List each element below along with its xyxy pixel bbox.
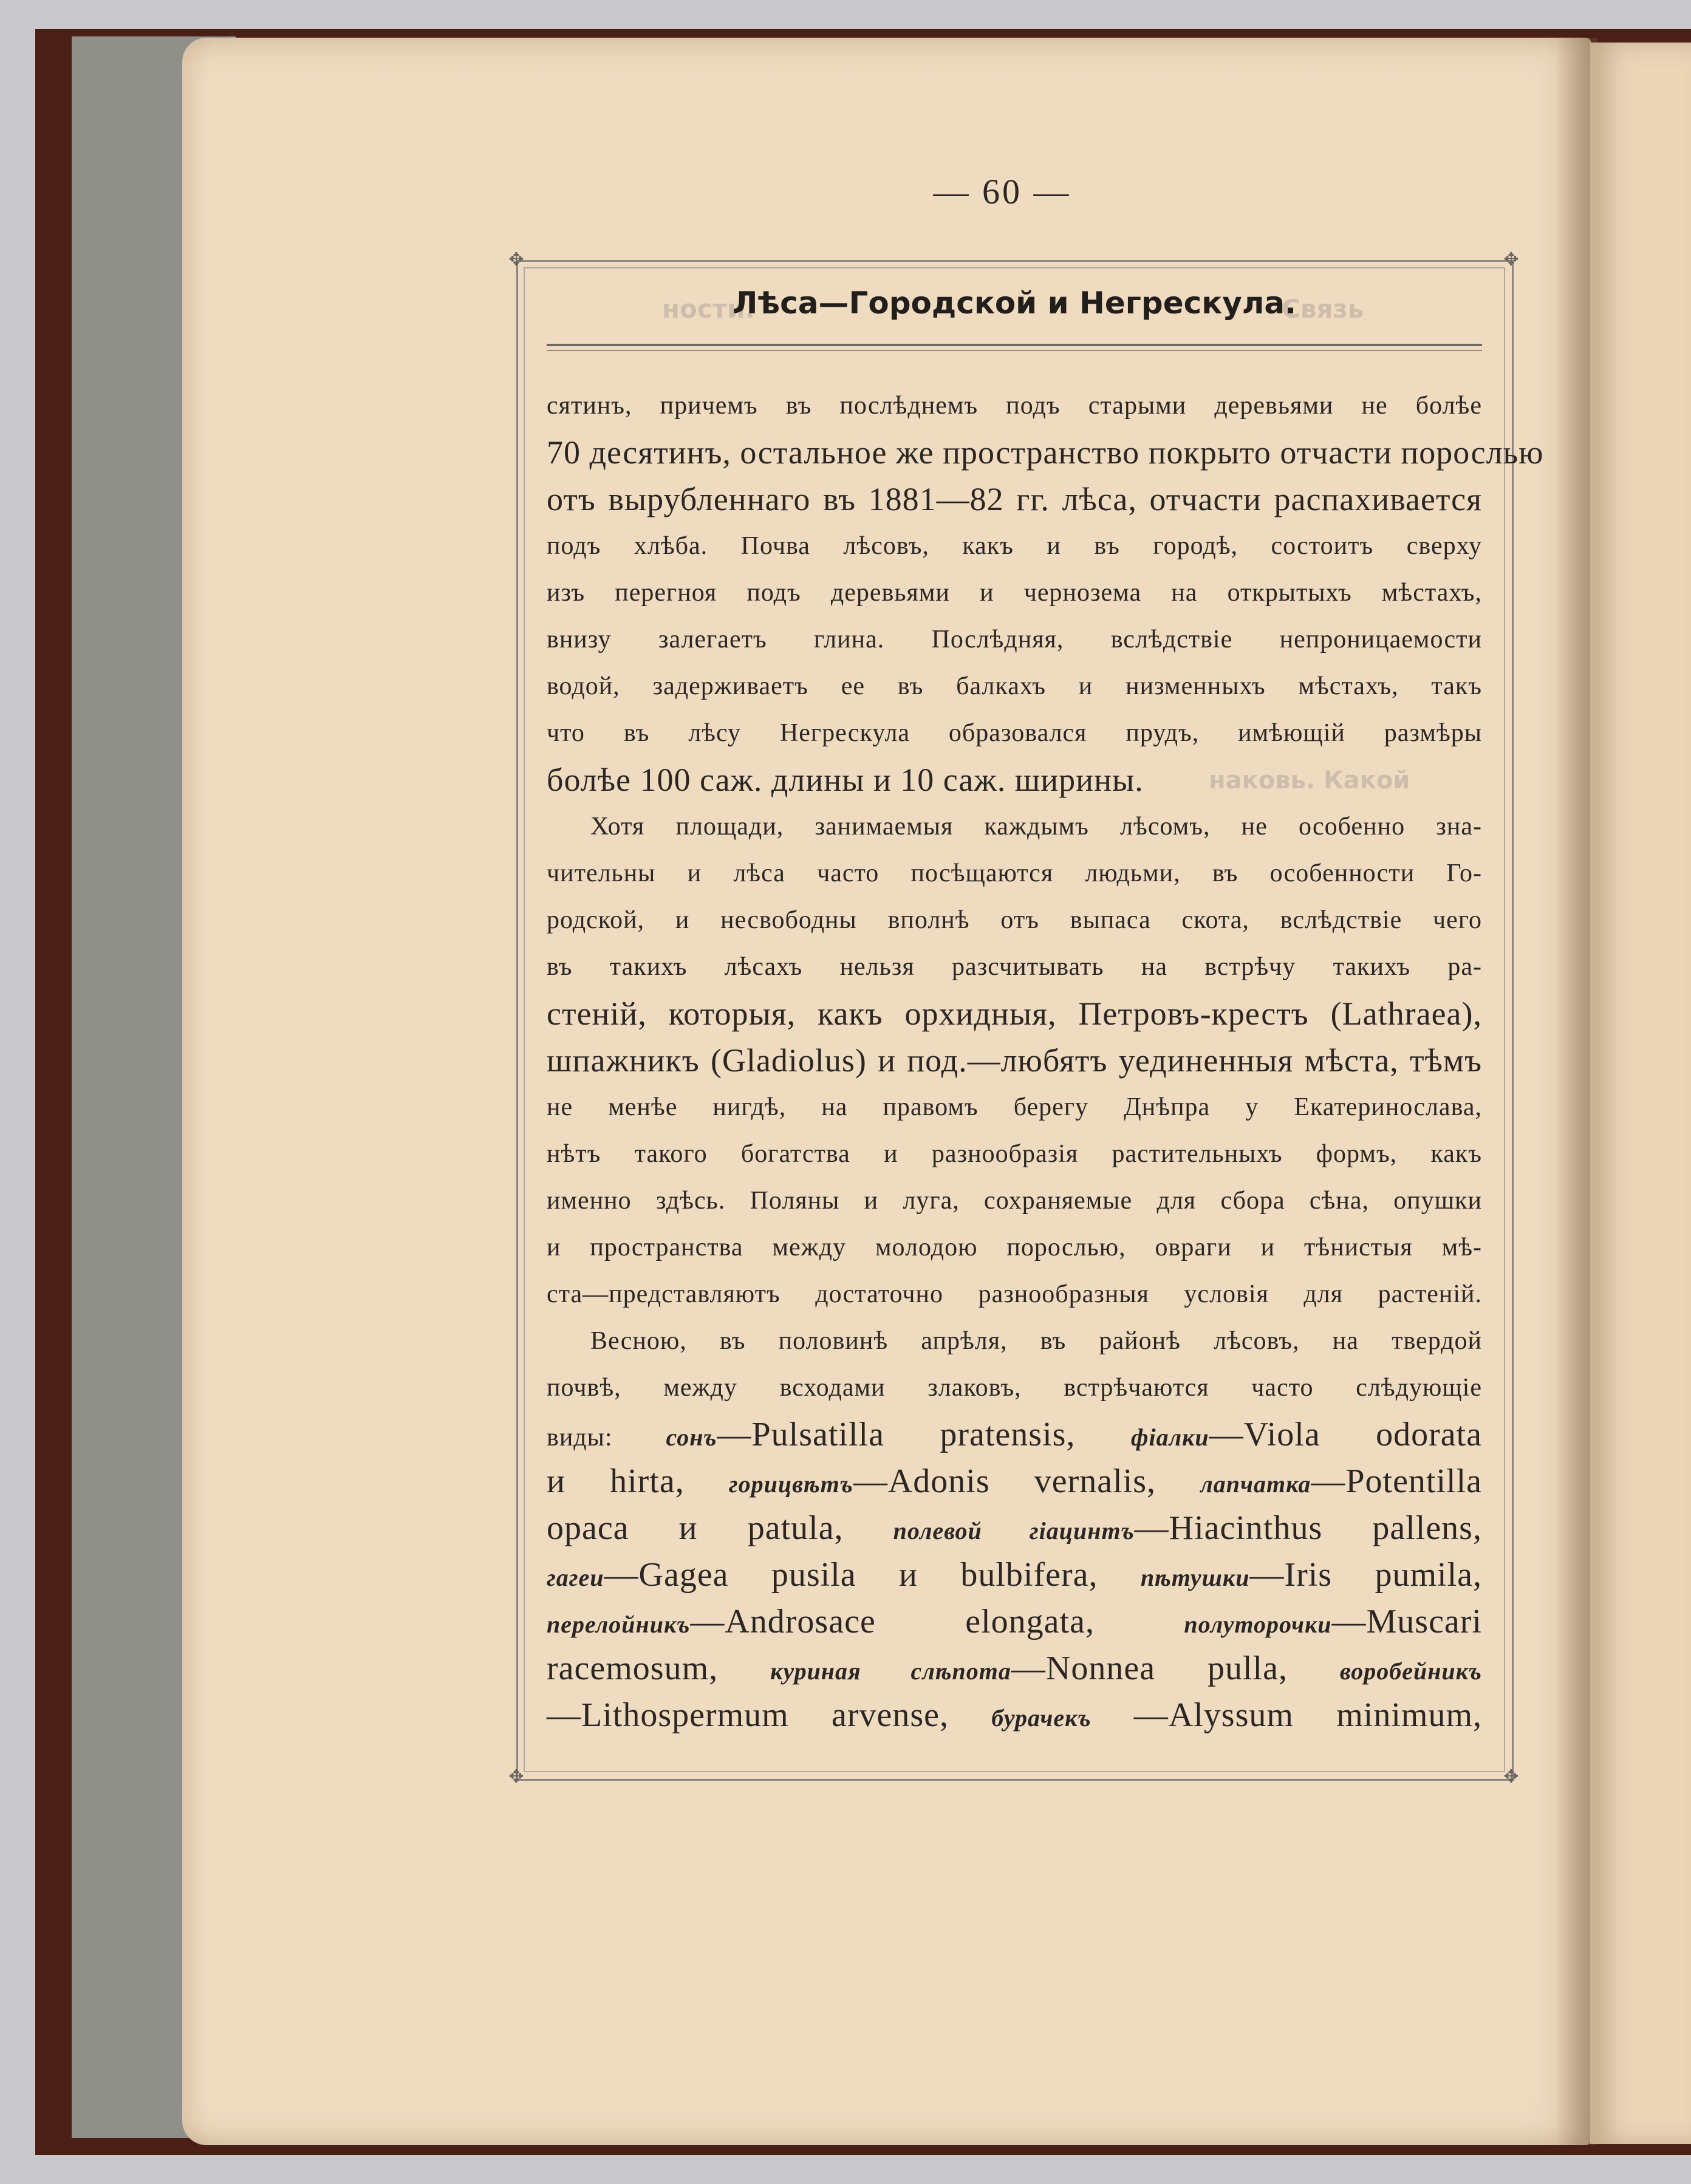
common-name: перелойникъ [547,1611,691,1638]
species-text: —Muscari [1331,1603,1482,1640]
species-line [547,1645,1482,1692]
text-line: сятинъ, причемъ въ послѣднемъ подъ старыми деревьями не болѣе [547,392,1482,420]
text-line: внизу залегаетъ глина. Послѣдняя, вслѣдствіе непроницаемости [547,626,1482,653]
show-through-text: ности. [662,294,755,324]
species-line [547,1458,1482,1505]
species-line [547,1411,1482,1458]
text-line: нѣтъ такого богатства и разнообразія растительныхъ формъ, какъ [547,1140,1482,1168]
page-header: Лѣса—Городской и Негрескула. [732,285,1297,321]
species-text: —Potentilla [1311,1462,1483,1500]
text-line: Хотя площади, занимаемыя каждымъ лѣсомъ, не особенно зна- [590,813,1482,841]
species-text: —Alyssum minimum, [1091,1696,1483,1734]
header-rule [547,344,1482,346]
species-line [547,1552,1482,1599]
text-line: стеній, которыя, какъ орхидныя, Петровъ-крестъ (Lathraea), [547,995,1482,1032]
species-text: —Hiacinthus pallens, [1134,1509,1482,1547]
page-number: — 60 — [933,172,1071,211]
text-line: шпажникъ (Gladiolus) и под.—любятъ уединенныя мѣста, тѣмъ [547,1042,1482,1079]
common-name: сонъ [666,1424,717,1451]
common-name: бурачекъ [991,1704,1091,1732]
corner-ornament-icon: ✥ [1503,1767,1519,1787]
text-line: изъ перегноя подъ деревьями и чернозема на открытыхъ мѣстахъ, [547,579,1482,607]
species-text: —Androsace elongata, [690,1603,1184,1640]
species-list [547,1411,1482,1739]
species-line [547,1505,1482,1552]
species-text: и hirta, [547,1462,729,1500]
species-line [547,1692,1482,1739]
text-line: отъ вырубленнаго въ 1881—82 гг. лѣса, отчасти распахивается [547,481,1482,517]
text-line: въ такихъ лѣсахъ нельзя разсчитывать на встрѣчу такихъ ра- [547,953,1482,981]
corner-ornament-icon: ✥ [1503,250,1519,270]
species-line [547,1599,1482,1645]
species-text: racemosum, [547,1650,771,1687]
text-line: родской, и несвободны вполнѣ отъ выпаса скота, вслѣдствіе чего [547,906,1482,934]
species-text: —Gagea pusila и bulbifera, [604,1556,1141,1594]
text-line: чительны и лѣса часто посѣщаются людьми, въ особенности Го- [547,859,1482,887]
species-text: —Pulsatilla pratensis, [717,1416,1131,1453]
show-through-text: наковь. Какой [1209,766,1410,794]
common-name: куриная слѣпота [770,1657,1011,1685]
header-rule [547,350,1482,351]
common-name: лапчатка [1200,1470,1311,1498]
species-text: —Lithospermum arvense, [547,1696,992,1734]
text-line: подъ хлѣба. Почва лѣсовъ, какъ и въ городѣ, состоитъ сверху [547,532,1482,560]
text-line: 70 десятинъ, остальное же пространство покрыто отчасти порослью [547,434,1544,471]
species-text: opaca и patula, [547,1509,893,1547]
text-line: ста—представляютъ достаточно разнообразныя условія для растеній. [547,1280,1482,1308]
text-line: и пространства между молодою порослью, овраги и тѣнистыя мѣ- [547,1234,1482,1261]
show-through-text: Связь [1282,294,1364,324]
corner-ornament-icon: ✥ [508,250,524,270]
text-line: болѣе 100 саж. длины и 10 саж. ширины. [547,762,1144,798]
species-text: —Iris pumila, [1249,1556,1482,1594]
text-line: водой, задерживаетъ ее въ балкахъ и низменныхъ мѣстахъ, такъ [547,672,1482,700]
species-text: виды: [547,1424,666,1452]
common-name: воробейникъ [1339,1657,1482,1685]
text-line: Весною, въ половинѣ апрѣля, въ районѣ лѣсовъ, на твердой [590,1327,1482,1355]
common-name: фіалки [1130,1424,1209,1451]
corner-ornament-icon: ✥ [508,1767,524,1787]
common-name: полевой гіацинтъ [893,1517,1135,1544]
species-text: —Adonis vernalis, [853,1462,1201,1500]
common-name: пѣтушки [1140,1564,1250,1591]
text-line: что въ лѣсу Негрескула образовался прудъ, имѣющій размѣры [547,719,1482,747]
common-name: горицвѣтъ [728,1470,853,1498]
species-text: —Viola odorata [1209,1416,1482,1453]
common-name: полуторочки [1184,1611,1332,1638]
text-line: именно здѣсь. Поляны и луга, сохраняемые для сбора сѣна, опушки [547,1187,1482,1215]
text-line: почвѣ, между всходами злаковъ, встрѣчаются часто слѣдующіе [547,1374,1482,1402]
species-text: —Nonnea pulla, [1011,1650,1340,1687]
text-line: не менѣе нигдѣ, на правомъ берегу Днѣпра у Екатеринослава, [547,1093,1482,1121]
common-name: гагеи [547,1564,604,1591]
right-page-edge [1590,43,1691,2144]
body-text [547,383,1544,1739]
